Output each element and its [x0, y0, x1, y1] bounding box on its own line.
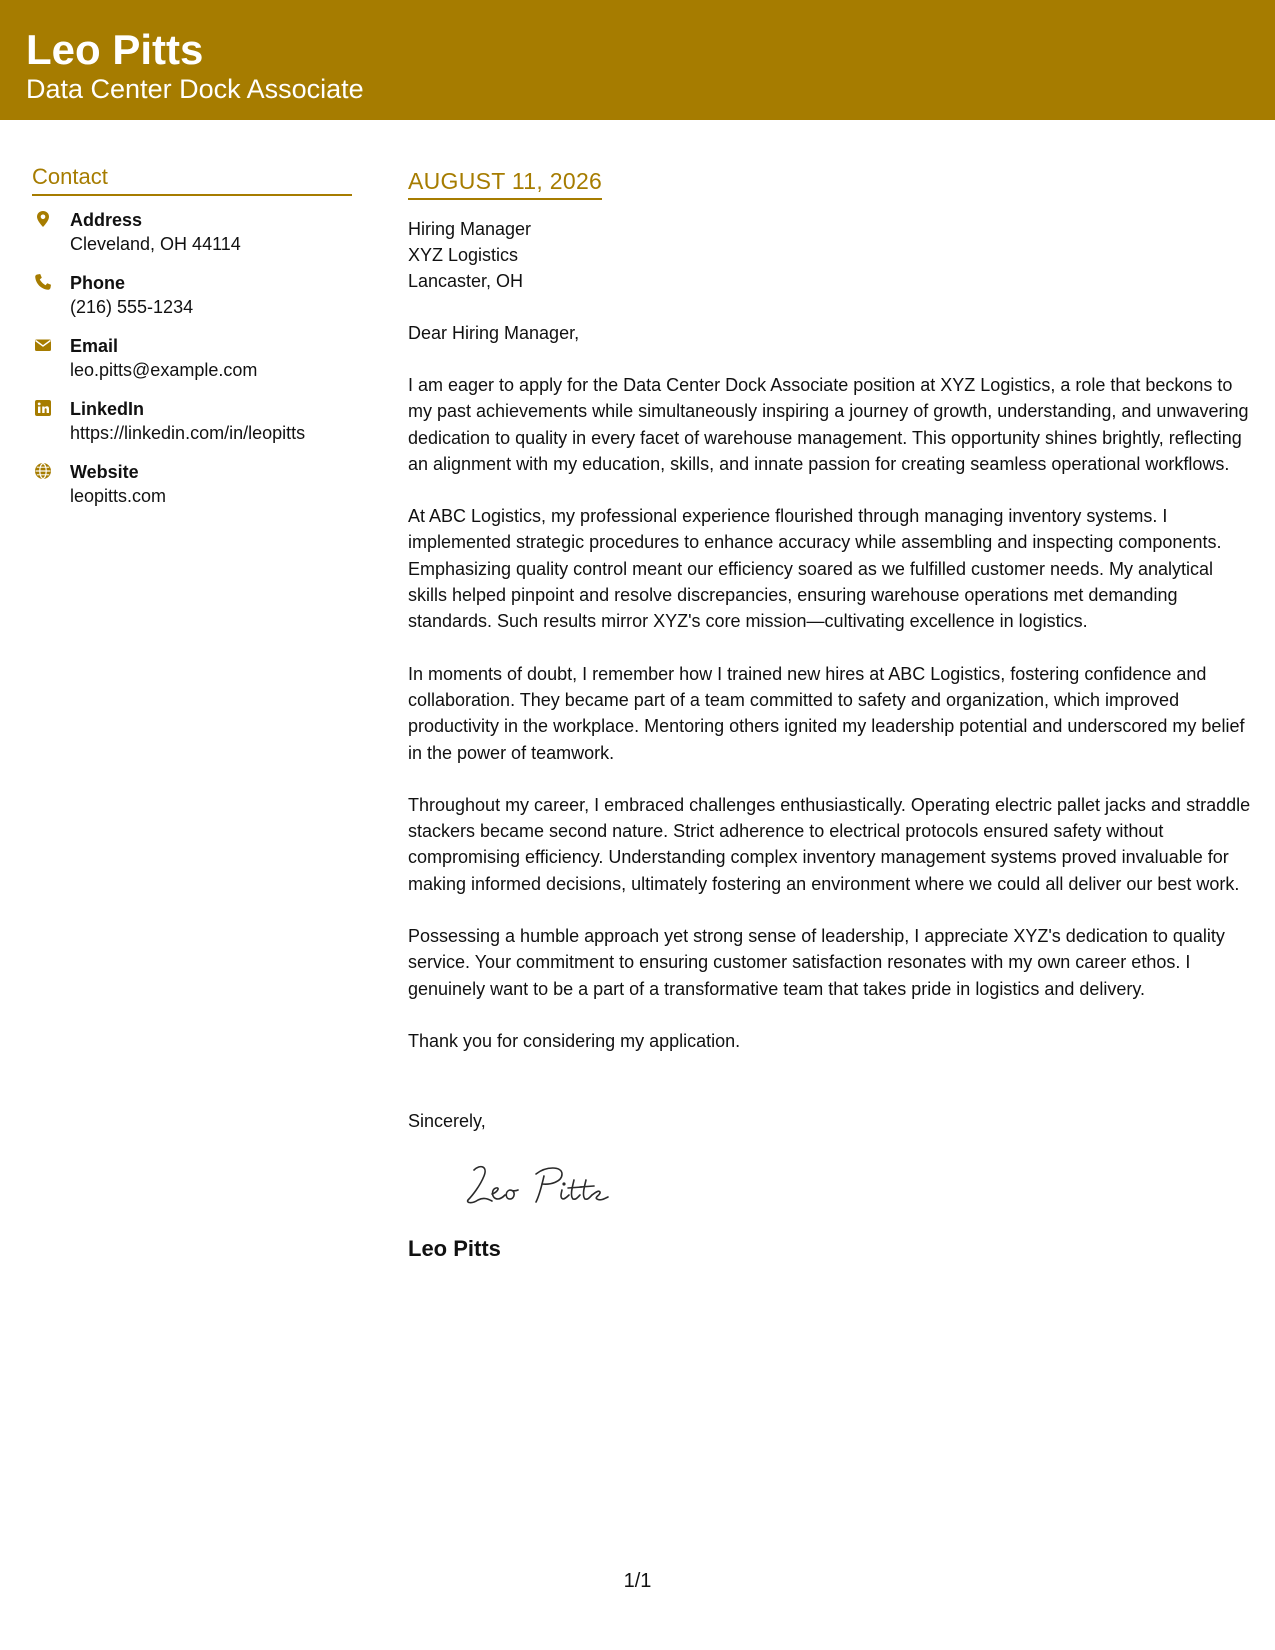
website-value[interactable]: leopitts.com [70, 486, 167, 506]
contact-linkedin [32, 397, 352, 460]
salutation: Dear Hiring Manager, [408, 323, 580, 343]
page-number: 1/1 [623, 1570, 652, 1592]
signer-name: Leo Pitts [408, 1236, 501, 1262]
envelope-icon [34, 336, 52, 354]
map-pin-icon [34, 210, 52, 228]
header-banner [0, 0, 1275, 120]
contact-email [32, 334, 352, 397]
recipient-line: XYZ Logistics [408, 245, 519, 265]
contact-label: Website [70, 462, 139, 482]
address-value: Cleveland, OH 44114 [70, 234, 241, 254]
email-value: leo.pitts@example.com [70, 360, 258, 380]
letter-body [408, 164, 1253, 1264]
phone-icon [34, 273, 52, 291]
handwritten-signature [458, 1154, 628, 1214]
contact-label: LinkedIn [70, 399, 145, 419]
contact-label: Address [70, 210, 143, 230]
closing: Sincerely, [408, 1111, 486, 1132]
phone-value: (216) 555-1234 [70, 297, 194, 317]
contact-label: Email [70, 336, 119, 356]
contact-label: Phone [70, 273, 126, 293]
linkedin-value[interactable]: https://linkedin.com/in/leopitts [70, 423, 306, 443]
contact-sidebar [32, 160, 352, 523]
contact-website [32, 460, 352, 523]
letter-date: AUGUST 11, 2026 [408, 164, 602, 200]
letter-paragraph: At ABC Logistics, my professional experience flourished through managing inventory systems. I implemented strategic procedures to enhance accuracy while assembling and inspecting components. Emphasizing quality control meant our efficiency soared as we fulfilled customer needs. My analytical skills helped pinpoint and resolve discrepancies, ensuring warehouse operations met demanding standards. Such results mirror XYZ's core mission—cultivating excellence in logistics. [408, 506, 1222, 632]
job-title: Data Center Dock Associate [26, 74, 364, 104]
linkedin-icon [34, 399, 52, 417]
contact-phone [32, 271, 352, 334]
letter-paragraph: Throughout my career, I embraced challenges enthusiastically. Operating electric pallet jacks and straddle stackers became second nature. Strict adherence to electrical protocols ensured safety without compromising efficiency. Understanding complex inventory management systems proved invaluable for making informed decisions, ultimately fostering an environment where we could all deliver our best work. [408, 794, 1251, 894]
globe-icon [34, 462, 52, 480]
contact-heading: Contact [32, 160, 352, 196]
letter-paragraph: Possessing a humble approach yet strong sense of leadership, I appreciate XYZ's dedication to quality service. Your commitment to ensuring customer satisfaction resonates with my own career ethos. I genuinely want to be a part of a transformative team that takes pride in logistics and delivery. [408, 926, 1225, 999]
recipient-block [408, 216, 1253, 294]
applicant-name: Leo Pitts [26, 26, 204, 73]
recipient-line: Hiring Manager [408, 219, 532, 239]
recipient-line: Lancaster, OH [408, 271, 524, 291]
letter-paragraph: I am eager to apply for the Data Center Dock Associate position at XYZ Logistics, a role that beckons to my past achievements while simultaneously inspiring a journey of growth, understanding, and unwavering dedication to quality in every facet of warehouse management. This opportunity shines brightly, reflecting an alignment with my education, skills, and innate passion for creating seamless operational workflows. [408, 375, 1249, 474]
letter-paragraph: In moments of doubt, I remember how I trained new hires at ABC Logistics, fostering confidence and collaboration. They became part of a team committed to safety and organization, which improved productivity in the workplace. Mentoring others ignited my leadership potential and underscored my belief in the power of teamwork. [408, 663, 1245, 763]
contact-address [32, 208, 352, 271]
letter-paragraph: Thank you for considering my application. [408, 1030, 741, 1051]
